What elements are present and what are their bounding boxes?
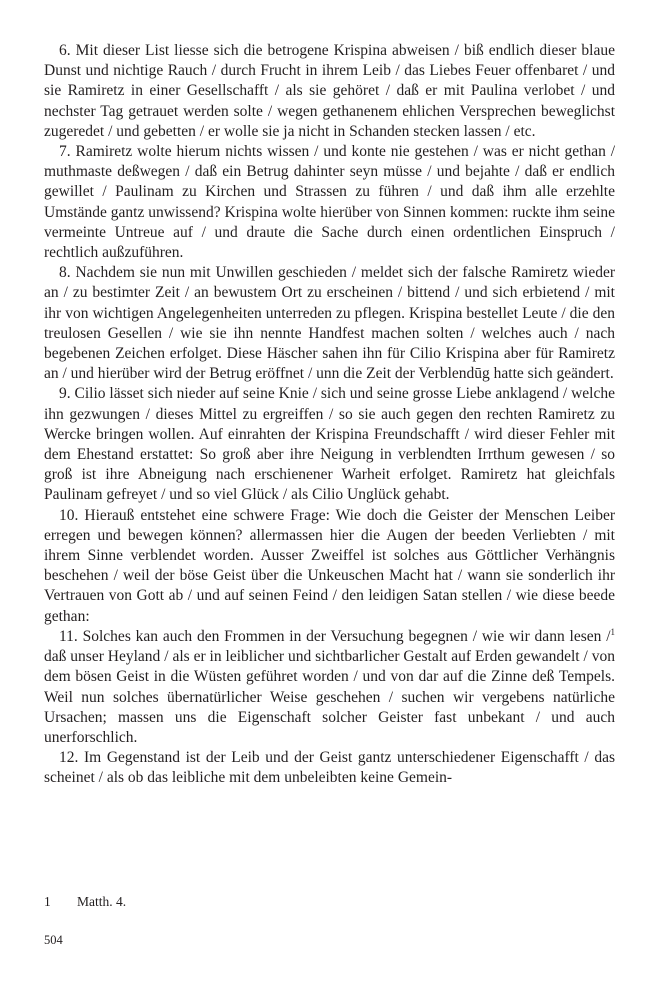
- paragraph-11-text-after: daß unser Heyland / als er in leiblicher und sichtbarlicher Gestalt auf Erden gewandelt / von dem bösen Geist in die Wüsten geführet worden / und von dar auf die Zinne deß Tempels. Weil nun solches übernatürlicher Weise geschehen / suchen wir vergebens natürliche Ursachen; massen uns die Eigenschaft solcher Geister fast unbekant / und auch unerforschlich.: [44, 648, 615, 746]
- body-text: [44, 41, 615, 789]
- footnote-text: Matth. 4.: [77, 894, 127, 909]
- footnote-number: 1: [44, 894, 51, 909]
- paragraph-6: 6. Mit dieser List liesse sich die betrogene Krispina abweisen / biß endlich dieser blaue Dunst und nichtige Rauch / durch Frucht in ihrem Leib / das Liebes Feuer offenbaret / und sie Ramiretz in einer Gesellschafft / als sie gehöret / daß er mit Paulina verlobet / und nechster Tag getrauet werden solte / wegen gethanenem ehlichen Versprechen beweglichst zugeredet / und gebetten / er wolle sie ja nicht in Schanden stecken lassen / etc.: [44, 42, 615, 140]
- paragraph-11: [44, 627, 615, 748]
- paragraph-10: 10. Hierauß entstehet eine schwere Frage: Wie doch die Geister der Menschen Leiber erregen und bewegen können? allermassen hier die Augen der beeden Verliebten / mit ihrem Sinne verblendet worden. Ausser Zweiffel ist solches aus Göttlicher Verhängnis beschehen / weil der böse Geist über die Unkeuschen Macht hat / wann sie sonderlich ihr Vertrauen von Gott ab / und auf seinen Feind / den leidigen Satan stellen / wie diese beede gethan:: [44, 506, 615, 625]
- paragraph-7: 7. Ramiretz wolte hierum nichts wissen / und konte nie gestehen / was er nicht gethan / muthmaste deßwegen / daß ein Betrug dahinter seyn müsse / und bejahte / daß er endlich gewillet / Paulinam zu Kirchen und Strassen zu führen / und daß ihm alle erzehlte Umstände gantz unwissend? Krispina wolte hierüber von Sinnen kommen: ruckte ihm seine vermeinte Untreue auf / und draute die Sache durch einen ordentlichen Einspruch / rechtlich außzuführen.: [44, 143, 615, 262]
- paragraph-11-text-before: 11. Solches kan auch den Frommen in der Versuchung begegnen / wie wir dann lesen /: [59, 627, 611, 645]
- page-number: 504: [44, 933, 63, 947]
- paragraph-8: 8. Nachdem sie nun mit Unwillen geschieden / meldet sich der falsche Ramiretz wieder an / zu bestimter Zeit / an bewustem Ort zu erscheinen / bittend / und sich erbietend / mit ihr von wichtigen Angelegenheiten unterreden zu pflegen. Krispina bestellet Leute / die den treulosen Gesellen / wie sie ihn nennte Handfest machen solten / welches auch / nach begebenen Zeichen erfolget. Diese Häscher sahen ihn für Cilio Krispina aber für Ramiretz an / und hierüber wird der Betrug eröffnet / unn die Zeit der Verblendūg hatte sich geändert.: [44, 264, 615, 383]
- footnote: [44, 893, 615, 911]
- paragraph-9: 9. Cilio lässet sich nieder auf seine Knie / sich und seine grosse Liebe anklagend / welche ihn gezwungen / dieses Mittel zu ergreiffen / so sie auch gegen den rechten Ramiretz zu Wercke bringen wollen. Auf einrahten der Krispina Freundschafft / wird dieser Fehler mit dem Ehestand erstattet: So groß aber ihre Neigung in verblendten Irrthum gewesen / so groß ist ihre Abneigung nach erschienener Warheit erfolget. Ramiretz hat gleichfals Paulinam gefreyet / und so viel Glück / als Cilio Unglück gehabt.: [44, 385, 615, 504]
- footnote-reference: 1: [610, 626, 615, 637]
- paragraph-12: 12. Im Gegenstand ist der Leib und der Geist gantz unterschiedener Eigenschafft / das scheinet / als ob das leibliche mit dem unbeleibten keine Gemein-: [44, 749, 615, 787]
